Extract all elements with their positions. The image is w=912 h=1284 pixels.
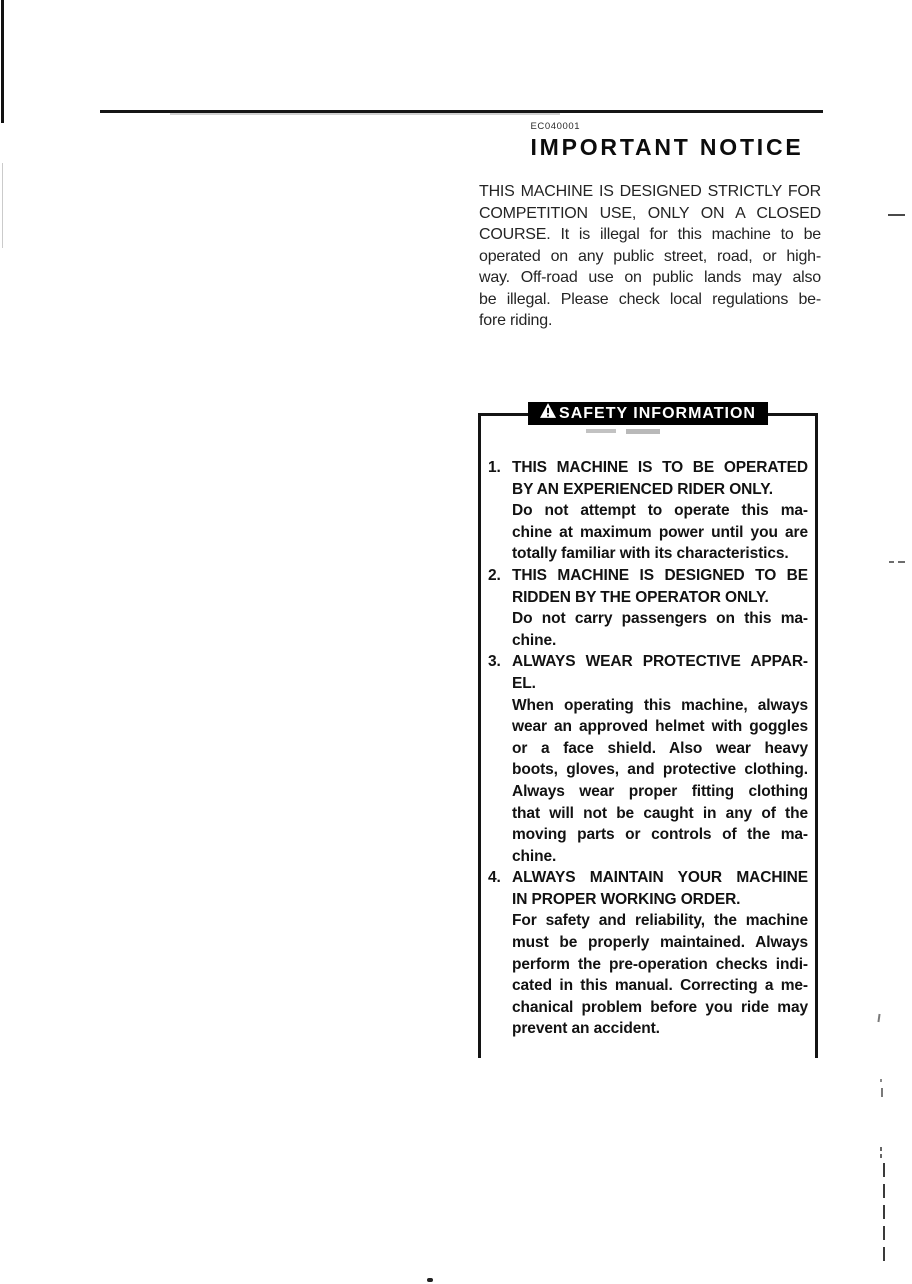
item-number: 3. (488, 653, 501, 671)
scan-artifact-dashed-line (883, 1163, 885, 1263)
safety-banner-label: SAFETY INFORMATION (559, 405, 756, 422)
safety-item (481, 867, 808, 1040)
item-body-line: Do not carry passengers on this ma- (512, 610, 808, 628)
item-body-line: or a face shield. Also wear heavy (512, 739, 808, 757)
scan-artifact-left-line (1, 0, 4, 123)
item-heading-line: THIS MACHINE IS DESIGNED TO BE (512, 566, 808, 584)
warning-triangle-icon (540, 403, 556, 423)
item-number: 1. (488, 459, 501, 476)
notice-line: COURSE. It is illegal for this machine to be (479, 226, 821, 243)
safety-banner (528, 402, 768, 425)
item-body-line: boots, gloves, and protective clothing. (512, 761, 808, 779)
top-rule-fuzz (170, 113, 560, 115)
notice-line: fore riding. (479, 312, 553, 329)
notice-paragraph (479, 181, 821, 332)
safety-information-box (478, 405, 818, 1058)
item-body-line: cated in this manual. Correcting a me- (512, 977, 808, 995)
item-heading-line: IN PROPER WORKING ORDER. (512, 890, 741, 908)
page-title: IMPORTANT NOTICE (530, 134, 804, 160)
scan-artifact-tick (880, 1147, 882, 1151)
item-heading-line: BY AN EXPERIENCED RIDER ONLY. (512, 480, 773, 498)
scan-artifact-margin-dash (889, 561, 894, 563)
title-block (496, 121, 838, 160)
item-heading-line: EL. (512, 674, 536, 692)
scan-artifact-speck (427, 1278, 433, 1282)
item-number: 2. (488, 566, 501, 584)
item-body-line: moving parts or controls of the ma- (512, 826, 808, 844)
scan-artifact-tick (881, 1088, 883, 1097)
item-body-line: that will not be caught in any of the (512, 804, 808, 822)
item-body-line: wear an approved helmet with goggles (512, 718, 808, 736)
item-body-line: perform the pre-operation checks indi- (512, 955, 808, 973)
item-body-line: must be properly maintained. Always (512, 934, 808, 952)
item-heading-line: ALWAYS WEAR PROTECTIVE APPAR- (512, 653, 808, 671)
scan-artifact-tick (880, 1154, 882, 1158)
item-body-line: chanical problem before you ride may (512, 998, 808, 1016)
item-body-line: chine. (512, 631, 557, 649)
scan-artifact-dot (880, 1079, 882, 1082)
safety-item (481, 457, 808, 565)
scan-artifact-margin-dash (898, 561, 905, 563)
scan-artifact-margin-dash (888, 214, 905, 216)
item-heading-line: THIS MACHINE IS TO BE OPERATED (512, 459, 808, 476)
item-body-line: Do not attempt to operate this ma- (512, 502, 808, 520)
item-number: 4. (488, 869, 501, 887)
item-body-line: Always wear proper fitting clothing (512, 782, 808, 800)
item-body-line: totally familiar with its characteristics. (512, 545, 789, 563)
notice-line: be illegal. Please check local regulations be- (479, 290, 821, 308)
item-body-line: prevent an accident. (512, 1020, 660, 1038)
scan-artifact-smudge (626, 429, 660, 434)
item-body-line: When operating this machine, always (512, 696, 808, 714)
safety-item (481, 651, 808, 867)
item-body-line: chine at maximum power until you are (512, 523, 808, 541)
item-heading-line: ALWAYS MAINTAIN YOUR MACHINE (512, 869, 808, 887)
item-body-line: For safety and reliability, the machine (512, 912, 808, 930)
scan-artifact-tick (877, 1014, 880, 1022)
notice-line: operated on any public street, road, or high- (479, 247, 821, 265)
safety-list (481, 416, 815, 1040)
notice-line: THIS MACHINE IS DESIGNED STRICTLY FOR (479, 183, 821, 200)
section-code: EC040001 (530, 121, 581, 132)
safety-item (481, 565, 808, 651)
scan-artifact-smudge (586, 429, 616, 433)
item-heading-line: RIDDEN BY THE OPERATOR ONLY. (512, 588, 769, 606)
notice-line: COMPETITION USE, ONLY ON A CLOSED (479, 204, 821, 222)
item-body-line: chine. (512, 847, 557, 865)
notice-line: way. Off-road use on public lands may also (479, 269, 821, 286)
scan-artifact-left-faint (2, 163, 3, 248)
